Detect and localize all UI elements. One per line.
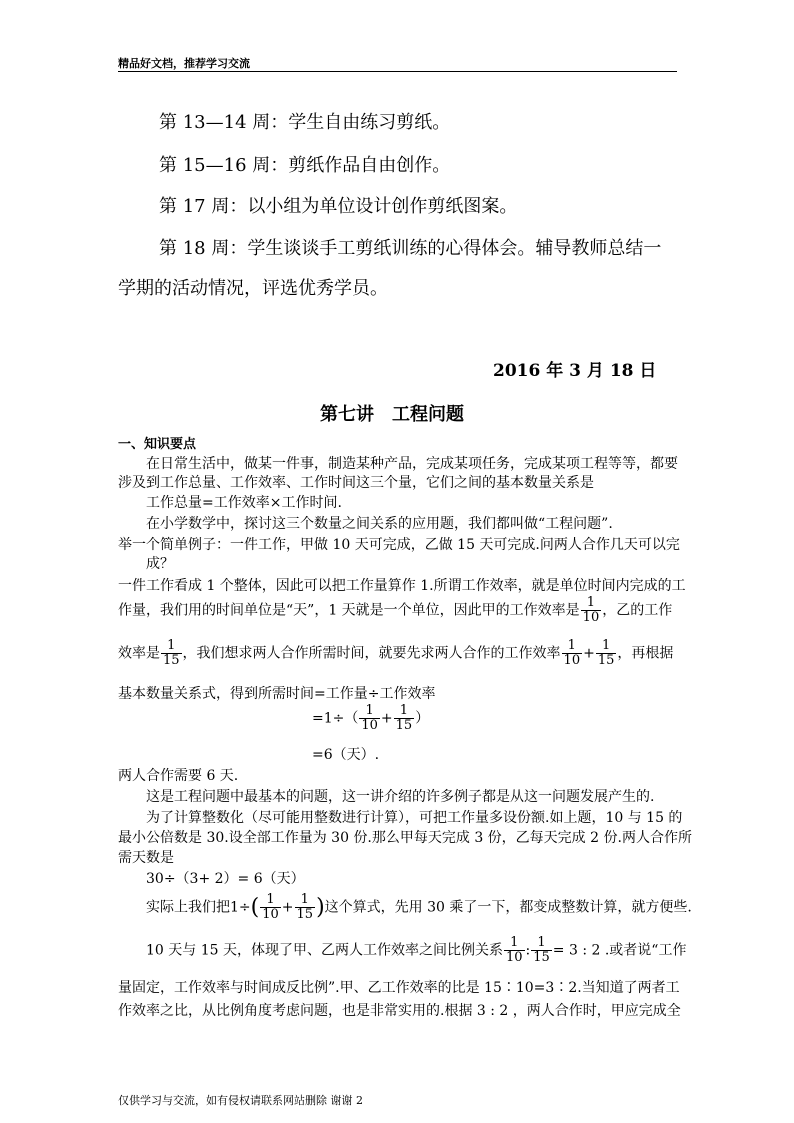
- plus-sign: +: [380, 710, 393, 727]
- solution-line-4: 基本数量关系式，得到所需时间=工作量÷工作效率: [118, 686, 436, 702]
- numerator: 1: [295, 893, 316, 908]
- fraction-1-10: [504, 936, 525, 965]
- solution-line-5: 两人合作需要 6 天.: [118, 768, 239, 784]
- solution-line-2-text-a: 作量，我们用的时间单位是“天”，1 天就是一个单位，因此甲的工作效率是: [118, 602, 580, 619]
- denominator: 10: [563, 653, 581, 668]
- plus-sign: +: [583, 645, 595, 662]
- equation-line-1: [312, 704, 429, 733]
- denominator: 15: [395, 718, 413, 733]
- fraction-1-15: [161, 639, 182, 668]
- denominator: 10: [505, 950, 523, 965]
- numerator: 1: [581, 596, 602, 611]
- fraction-1-15: [295, 893, 316, 922]
- para-5-text-b: 这个算式，先用 30 乘了一下，都变成整数计算，就方便些.: [324, 899, 692, 916]
- para-6c: 量固定，工作效率与时间成反比例”.甲、乙工作效率的比是 15∶10=3∶2.当知道了两者工: [118, 980, 680, 996]
- solution-line-3: [118, 639, 673, 668]
- para-2: 在小学数学中，探讨这三个数量之间关系的应用题，我们都叫做“工程问题”.: [146, 516, 613, 532]
- fraction-1-15: [531, 936, 552, 965]
- one-divide: 1÷: [230, 899, 251, 916]
- schedule-line-3: 第 17 周：以小组为单位设计创作剪纸图案。: [159, 196, 518, 217]
- right-paren: ): [316, 895, 325, 920]
- equation-integer: 30÷（3+ 2）= 6（天）: [146, 871, 305, 887]
- denominator: 15: [163, 653, 180, 668]
- para-1a: 在日常生活中，做某一件事，制造某种产品，完成某项任务，完成某项工程等等，都要: [146, 456, 678, 472]
- lecture-title: 第七讲 工程问题: [320, 404, 464, 425]
- fraction-1-10: [581, 596, 602, 625]
- left-paren: (: [250, 895, 260, 920]
- para-6a-text-a: 10 天与 15 天，体现了甲、乙两人工作效率之间比例关系: [146, 942, 503, 959]
- page-footer: 仅供学习与交流，如有侵权请联系网站删除 谢谢 2: [118, 1094, 363, 1107]
- numerator: 1: [394, 704, 415, 719]
- schedule-line-4: 第 18 周：学生谈谈手工剪纸训练的心得体会。辅导教师总结一: [159, 238, 662, 259]
- para-4a: 为了计算整数化（尽可能用整数进行计算），可把工作量多设份额.如上题，10 与 15 的: [146, 810, 683, 826]
- para-6d: 作效率之比，从比例角度考虑问题，也是非常实用的.根据 3 : 2 ，两人合作时，甲应完成全: [118, 1003, 681, 1019]
- numerator: 1: [161, 639, 182, 654]
- para-3: 这是工程问题中最基本的问题，这一讲介绍的许多例子都是从这一问题发展产生的.: [146, 789, 655, 805]
- ratio-colon: :: [525, 942, 531, 959]
- para-4c: 需天数是: [118, 850, 174, 866]
- numerator: 1: [596, 639, 617, 654]
- para-6a-text-b: = 3 : 2 .或者说“工作: [552, 942, 687, 959]
- right-paren: ）: [415, 710, 430, 727]
- denominator: 10: [262, 907, 279, 922]
- fraction-1-10: [562, 639, 583, 668]
- solution-line-2-text-b: ，乙的工作: [602, 602, 673, 619]
- left-paren: （: [344, 710, 359, 727]
- formula-basic: 工作总量=工作效率×工作时间.: [146, 495, 342, 511]
- page-header: 精品好文档，推荐学习交流: [118, 57, 250, 70]
- solution-line-1: 一件工作看成 1 个整体，因此可以把工作量算作 1.所谓工作效率，就是单位时间内完成的工: [118, 578, 686, 594]
- equation-line-2: =6（天）.: [312, 747, 380, 763]
- fraction-1-15: [596, 639, 617, 668]
- fraction-1-15: [394, 704, 415, 733]
- solution-line-3-text-b: ，我们想求两人合作所需时间，就要先求两人合作的工作效率: [182, 645, 561, 662]
- example-line-2: 成？: [146, 556, 174, 572]
- para-5: [146, 893, 692, 922]
- para-4b: 最小公倍数是 30.设全部工作量为 30 份.那么甲每天完成 3 份，乙每天完成 2 份.两人合作所: [118, 830, 692, 846]
- numerator: 1: [359, 704, 380, 719]
- para-6a: [146, 936, 686, 965]
- schedule-line-1: 第 13—14 周：学生自由练习剪纸。: [159, 112, 451, 133]
- fraction-1-10: [359, 704, 380, 733]
- schedule-line-5: 学期的活动情况，评选优秀学员。: [118, 278, 388, 299]
- numerator: 1: [562, 639, 583, 654]
- fraction-1-10: [260, 893, 281, 922]
- solution-line-3-text-c: ，再根据: [617, 645, 674, 662]
- section-title: 一、知识要点: [118, 437, 197, 452]
- plus-sign: +: [281, 899, 294, 916]
- example-line-1: 举一个简单例子：一件工作，甲做 10 天可完成，乙做 15 天可完成.问两人合作几天可以完: [118, 537, 680, 553]
- denominator: 10: [361, 718, 378, 733]
- denominator: 10: [582, 610, 600, 625]
- denominator: 15: [296, 907, 314, 922]
- para-5-text-a: 实际上我们把: [146, 899, 230, 916]
- denominator: 15: [597, 653, 615, 668]
- header-rule: [118, 71, 677, 72]
- numerator: 1: [504, 936, 525, 951]
- schedule-line-2: 第 15—16 周：剪纸作品自由创作。: [159, 155, 451, 176]
- solution-line-3-text-a: 效率是: [118, 645, 160, 662]
- para-1b: 涉及到工作总量、工作效率、工作时间这三个量，它们之间的基本数量关系是: [118, 475, 594, 491]
- equation-prefix: =1÷: [312, 710, 345, 727]
- solution-line-2: [118, 596, 672, 625]
- numerator: 1: [531, 936, 552, 951]
- document-date: 2016 年 3 月 18 日: [493, 361, 657, 381]
- numerator: 1: [260, 893, 281, 908]
- denominator: 15: [533, 950, 550, 965]
